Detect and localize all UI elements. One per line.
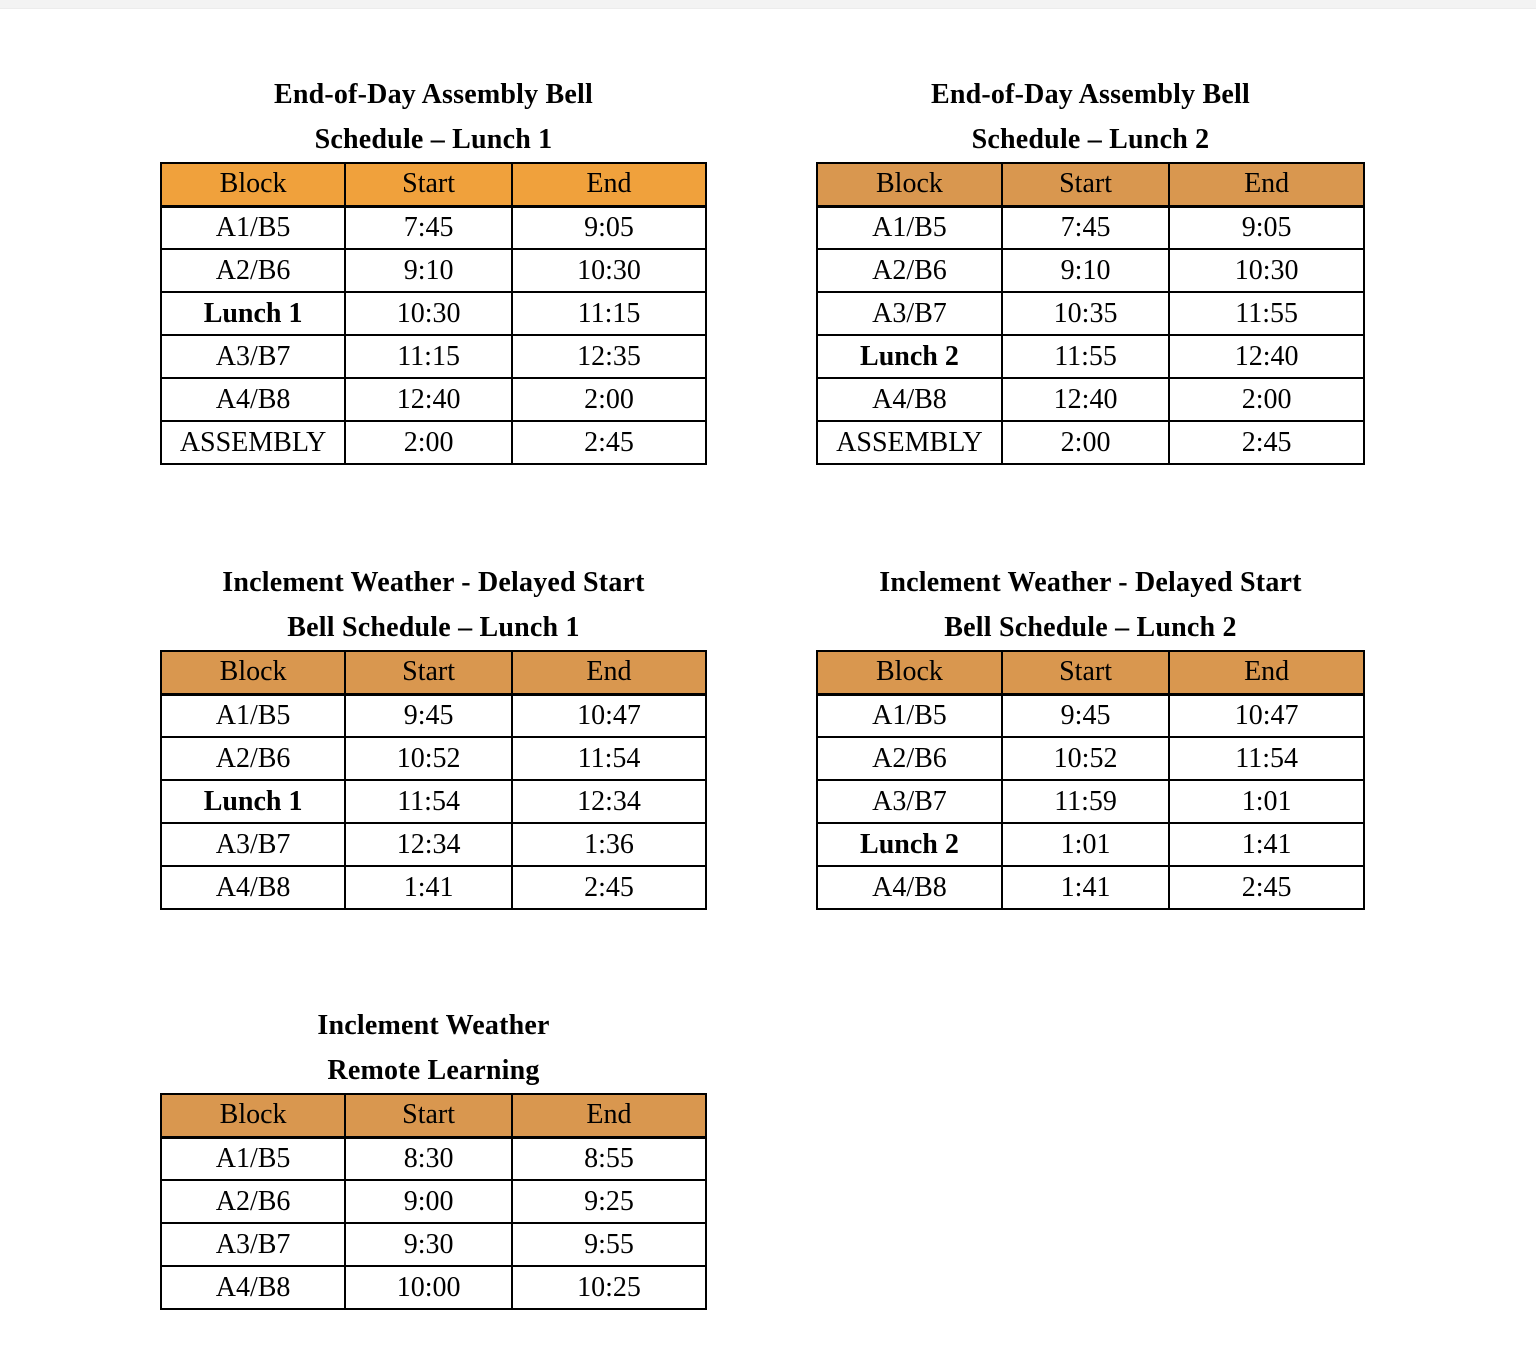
block-cell: A3/B7 — [817, 292, 1002, 335]
end-cell: 2:00 — [512, 378, 706, 421]
end-cell: 9:25 — [512, 1180, 706, 1223]
end-cell: 2:45 — [512, 421, 706, 464]
start-cell: 9:45 — [345, 694, 512, 737]
end-cell: 10:25 — [512, 1266, 706, 1309]
start-cell: 9:10 — [345, 249, 512, 292]
block-cell: A4/B8 — [161, 1266, 345, 1309]
start-cell: 1:01 — [1002, 823, 1169, 866]
block-cell: A4/B8 — [161, 378, 345, 421]
end-cell: 2:45 — [512, 866, 706, 909]
block-cell: A2/B6 — [817, 249, 1002, 292]
end-cell: 10:30 — [512, 249, 706, 292]
table-row — [161, 737, 706, 780]
start-cell: 10:35 — [1002, 292, 1169, 335]
block-cell: A4/B8 — [161, 866, 345, 909]
end-cell: 10:47 — [512, 694, 706, 737]
end-cell: 9:05 — [512, 206, 706, 249]
start-cell: 9:10 — [1002, 249, 1169, 292]
table-title — [160, 1003, 707, 1093]
block-cell: A3/B7 — [161, 335, 345, 378]
table-title-line-2: Remote Learning — [327, 1055, 540, 1086]
section-assembly-lunch-2 — [816, 72, 1365, 465]
table-row — [817, 421, 1364, 464]
start-cell: 11:54 — [345, 780, 512, 823]
table-title — [816, 72, 1365, 162]
table-row — [161, 249, 706, 292]
table-row — [161, 378, 706, 421]
block-cell: ASSEMBLY — [817, 421, 1002, 464]
section-assembly-lunch-1 — [160, 72, 707, 465]
table-title-line-2: Bell Schedule – Lunch 2 — [944, 612, 1237, 643]
table-row — [817, 206, 1364, 249]
column-header-start: Start — [1002, 651, 1169, 694]
block-cell: ASSEMBLY — [161, 421, 345, 464]
table-row — [161, 206, 706, 249]
end-cell: 11:54 — [512, 737, 706, 780]
table-title-line-2: Bell Schedule – Lunch 1 — [287, 612, 580, 643]
table-row — [161, 1137, 706, 1180]
block-cell: A1/B5 — [161, 1137, 345, 1180]
table-title — [160, 72, 707, 162]
end-cell: 12:40 — [1169, 335, 1364, 378]
end-cell: 2:00 — [1169, 378, 1364, 421]
table-row — [161, 1180, 706, 1223]
table-row — [817, 737, 1364, 780]
end-cell: 11:54 — [1169, 737, 1364, 780]
section-delayed-start-lunch-2 — [816, 560, 1365, 910]
block-cell: Lunch 2 — [817, 335, 1002, 378]
column-header-start: Start — [1002, 163, 1169, 206]
bell-schedule-table — [816, 650, 1365, 910]
page-top-edge — [0, 0, 1536, 9]
table-title-line-1: End-of-Day Assembly Bell — [273, 79, 594, 110]
header-row — [161, 163, 706, 206]
header-row — [161, 651, 706, 694]
table-row — [817, 249, 1364, 292]
block-cell: A2/B6 — [161, 737, 345, 780]
block-cell: Lunch 1 — [161, 780, 345, 823]
start-cell: 7:45 — [1002, 206, 1169, 249]
end-cell: 11:55 — [1169, 292, 1364, 335]
column-header-end: End — [512, 651, 706, 694]
column-header-end: End — [1169, 163, 1364, 206]
column-header-block: Block — [161, 651, 345, 694]
header-row — [817, 651, 1364, 694]
section-delayed-start-lunch-1 — [160, 560, 707, 910]
start-cell: 10:52 — [1002, 737, 1169, 780]
block-cell: A1/B5 — [161, 206, 345, 249]
column-header-end: End — [1169, 651, 1364, 694]
block-cell: A4/B8 — [817, 378, 1002, 421]
block-cell: A1/B5 — [817, 206, 1002, 249]
table-row — [161, 292, 706, 335]
end-cell: 1:36 — [512, 823, 706, 866]
table-row — [161, 823, 706, 866]
start-cell: 7:45 — [345, 206, 512, 249]
end-cell: 2:45 — [1169, 866, 1364, 909]
end-cell: 12:34 — [512, 780, 706, 823]
header-row — [817, 163, 1364, 206]
section-remote-learning — [160, 1003, 707, 1310]
end-cell: 1:01 — [1169, 780, 1364, 823]
table-title-line-1: Inclement Weather - Delayed Start — [879, 567, 1302, 598]
end-cell: 9:55 — [512, 1223, 706, 1266]
start-cell: 11:55 — [1002, 335, 1169, 378]
header-row — [161, 1094, 706, 1137]
table-title — [160, 560, 707, 650]
table-row — [161, 694, 706, 737]
column-header-start: Start — [345, 163, 512, 206]
column-header-block: Block — [161, 1094, 345, 1137]
table-row — [161, 866, 706, 909]
column-header-start: Start — [345, 651, 512, 694]
table-row — [161, 780, 706, 823]
table-row — [161, 1223, 706, 1266]
end-cell: 10:47 — [1169, 694, 1364, 737]
table-title-line-2: Schedule – Lunch 2 — [971, 124, 1210, 155]
block-cell: A3/B7 — [161, 823, 345, 866]
end-cell: 2:45 — [1169, 421, 1364, 464]
block-cell: Lunch 1 — [161, 292, 345, 335]
start-cell: 9:00 — [345, 1180, 512, 1223]
start-cell: 1:41 — [345, 866, 512, 909]
table-row — [817, 694, 1364, 737]
start-cell: 1:41 — [1002, 866, 1169, 909]
block-cell: A1/B5 — [817, 694, 1002, 737]
table-row — [161, 421, 706, 464]
end-cell: 9:05 — [1169, 206, 1364, 249]
block-cell: A4/B8 — [817, 866, 1002, 909]
start-cell: 12:34 — [345, 823, 512, 866]
table-title-line-1: Inclement Weather - Delayed Start — [222, 567, 645, 598]
start-cell: 11:15 — [345, 335, 512, 378]
end-cell: 11:15 — [512, 292, 706, 335]
start-cell: 8:30 — [345, 1137, 512, 1180]
start-cell: 10:52 — [345, 737, 512, 780]
table-row — [817, 292, 1364, 335]
table-row — [161, 1266, 706, 1309]
bell-schedule-table — [160, 162, 707, 465]
table-row — [817, 335, 1364, 378]
table-row — [817, 823, 1364, 866]
start-cell: 12:40 — [1002, 378, 1169, 421]
column-header-block: Block — [817, 163, 1002, 206]
table-row — [817, 866, 1364, 909]
start-cell: 9:30 — [345, 1223, 512, 1266]
table-row — [817, 378, 1364, 421]
bell-schedule-table — [816, 162, 1365, 465]
column-header-block: Block — [161, 163, 345, 206]
start-cell: 10:00 — [345, 1266, 512, 1309]
end-cell: 12:35 — [512, 335, 706, 378]
block-cell: A3/B7 — [161, 1223, 345, 1266]
block-cell: Lunch 2 — [817, 823, 1002, 866]
start-cell: 11:59 — [1002, 780, 1169, 823]
block-cell: A1/B5 — [161, 694, 345, 737]
table-row — [161, 335, 706, 378]
column-header-block: Block — [817, 651, 1002, 694]
start-cell: 2:00 — [1002, 421, 1169, 464]
end-cell: 1:41 — [1169, 823, 1364, 866]
bell-schedule-table — [160, 1093, 707, 1310]
start-cell: 2:00 — [345, 421, 512, 464]
table-title-line-2: Schedule – Lunch 1 — [314, 124, 553, 155]
block-cell: A3/B7 — [817, 780, 1002, 823]
block-cell: A2/B6 — [161, 249, 345, 292]
bell-schedule-table — [160, 650, 707, 910]
end-cell: 10:30 — [1169, 249, 1364, 292]
column-header-end: End — [512, 163, 706, 206]
table-title-line-1: Inclement Weather — [317, 1010, 550, 1041]
table-title — [816, 560, 1365, 650]
block-cell: A2/B6 — [161, 1180, 345, 1223]
start-cell: 10:30 — [345, 292, 512, 335]
column-header-end: End — [512, 1094, 706, 1137]
table-row — [817, 780, 1364, 823]
block-cell: A2/B6 — [817, 737, 1002, 780]
start-cell: 12:40 — [345, 378, 512, 421]
table-title-line-1: End-of-Day Assembly Bell — [930, 79, 1251, 110]
start-cell: 9:45 — [1002, 694, 1169, 737]
end-cell: 8:55 — [512, 1137, 706, 1180]
column-header-start: Start — [345, 1094, 512, 1137]
